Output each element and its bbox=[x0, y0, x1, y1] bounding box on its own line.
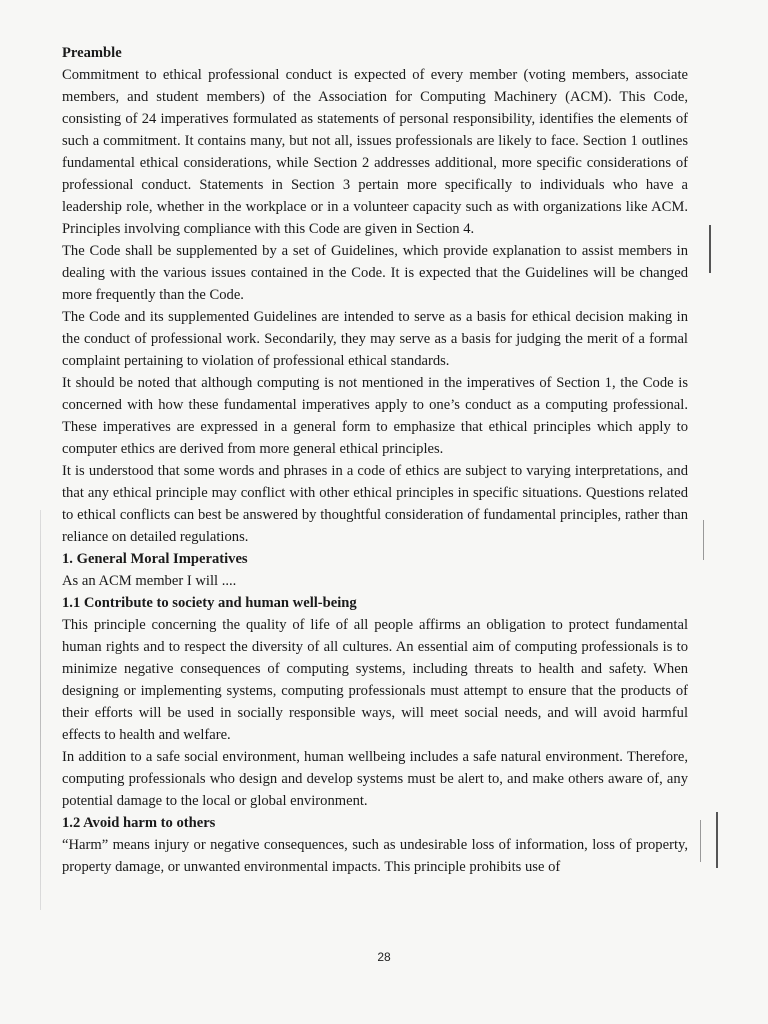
preamble-paragraph: The Code and its supplemented Guidelines are intended to serve as a basis for ethical decision making in the conduct of professional work. Secondarily, they may serve as a basis for judging the merit of a formal complaint pertaining to violation of professional ethical standards. bbox=[62, 309, 688, 369]
section-1-intro: As an ACM member I will .... bbox=[62, 573, 237, 589]
section-1-2-paragraph: “Harm” means injury or negative consequences, such as undesirable loss of information, loss of property, property damage, or unwanted environmental impacts. This principle prohibits use of bbox=[62, 837, 688, 875]
section-1-2-heading: 1.2 Avoid harm to others bbox=[62, 815, 216, 831]
document-page bbox=[62, 42, 688, 878]
section-1-1-paragraph: This principle concerning the quality of life of all people affirms an obligation to protect fundamental human rights and to respect the diversity of all cultures. An essential aim of computing professionals is to minimize negative consequences of computing systems, including threats to health and safety. When designing or implementing systems, computing professionals must attempt to ensure that the products of their efforts will be used in socially responsible ways, will meet social needs, and will avoid harmful effects to health and welfare. bbox=[62, 617, 688, 743]
section-1-1-paragraph: In addition to a safe social environment, human wellbeing includes a safe natural environment. Therefore, computing professionals who design and develop systems must be alert to, and make others aware of, any potential damage to the local or global environment. bbox=[62, 749, 688, 809]
preamble-paragraph: It is understood that some words and phrases in a code of ethics are subject to varying interpretations, and that any ethical principle may conflict with other ethical principles in specific situations. Questions related to ethical conflicts can best be answered by thoughtful consideration of fundamental principles, rather than reliance on detailed regulations. bbox=[62, 463, 688, 545]
preamble-paragraph: It should be noted that although computing is not mentioned in the imperatives of Section 1, the Code is concerned with how these fundamental imperatives apply to one’s conduct as a computing professional. These imperatives are expressed in a general form to emphasize that ethical principles which apply to computer ethics are derived from more general ethical principles. bbox=[62, 375, 688, 457]
preamble-heading: Preamble bbox=[62, 45, 122, 61]
preamble-paragraph: Commitment to ethical professional conduct is expected of every member (voting members, associate members, and student members) of the Association for Computing Machinery (ACM). This Code, consisting of 24 imperatives formulated as statements of personal responsibility, identifies the elements of such a commitment. It contains many, but not all, issues professionals are likely to face. Section 1 outlines fundamental ethical considerations, while Section 2 addresses additional, more specific considerations of professional conduct. Statements in Section 3 pertain more specifically to individuals who have a leadership role, whether in the workplace or in a volunteer capacity such as with organizations like ACM. Principles involving compliance with this Code are given in Section 4. bbox=[62, 67, 688, 237]
scan-mark bbox=[703, 520, 704, 560]
scan-mark bbox=[709, 225, 711, 273]
scan-mark bbox=[716, 812, 718, 868]
section-1-1-heading: 1.1 Contribute to society and human well-being bbox=[62, 595, 357, 611]
preamble-paragraph: The Code shall be supplemented by a set of Guidelines, which provide explanation to assist members in dealing with the various issues contained in the Code. It is expected that the Guidelines will be changed more frequently than the Code. bbox=[62, 243, 688, 303]
scan-mark bbox=[700, 820, 701, 862]
scan-edge-shadow bbox=[40, 510, 41, 910]
page-number: 28 bbox=[377, 950, 391, 964]
section-1-heading: 1. General Moral Imperatives bbox=[62, 551, 248, 567]
